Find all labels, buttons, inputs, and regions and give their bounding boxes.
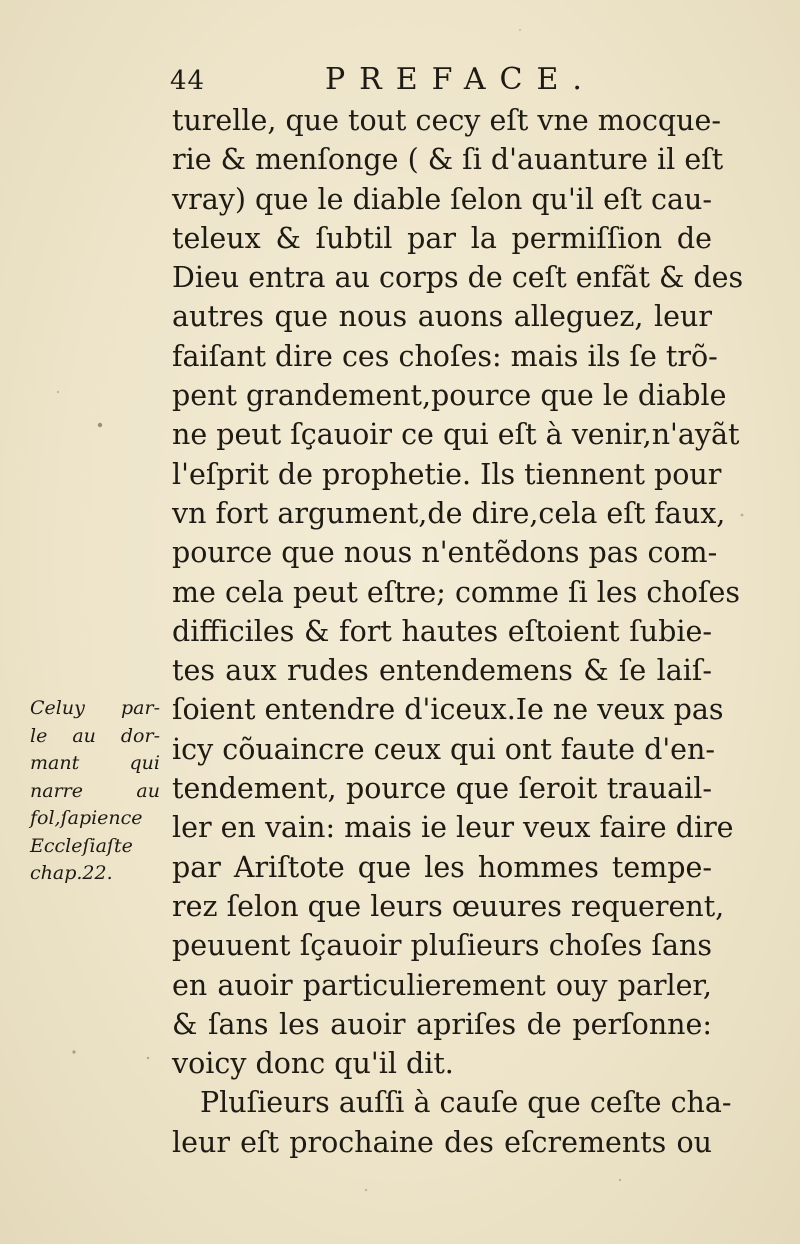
text-line: autres que nous auons alleguez, leur [172, 300, 712, 334]
margin-note-line: chap.22. [30, 862, 113, 884]
text-line: faiſant dire ces choſes: mais ils ſe trõ- [172, 339, 718, 373]
text-line: & ſans les auoir apriſes de perſonne: [172, 1007, 712, 1041]
margin-note-line: le au dor- [30, 724, 160, 747]
text-line: Dieu entra au corps de ceſt enfãt & des [172, 261, 744, 295]
text-line: tendement, pource que ſeroit trauail- [172, 772, 712, 806]
text-line: vn fort argument,de dire,cela eſt faux, [172, 496, 726, 530]
page-header [170, 60, 596, 100]
margin-note-line: fol,ſapience [30, 807, 143, 829]
text-line: tes aux rudes entendemens & ſe laiſ- [172, 654, 712, 688]
text-line: vray) que le diable ſelon qu'il eſt cau- [172, 182, 712, 216]
text-line: par Ariſtote que les hommes tempe- [172, 850, 712, 884]
text-line: en auoir particulierement ouy parler, [172, 968, 712, 1002]
text-line: difficiles & fort hautes eſtoient ſubie- [172, 614, 712, 648]
margin-note [30, 695, 160, 888]
text-line: ler en vain: mais ie leur veux faire dire [172, 811, 734, 845]
text-line: Pluſieurs auſſi à cauſe que ceſte cha- [200, 1086, 732, 1120]
text-line: l'eſprit de prophetie. Ils tiennent pour [172, 457, 722, 491]
text-line: teleux & ſubtil par la permiſſion de [172, 221, 712, 255]
text-line: icy cõuaincre ceux qui ont faute d'en- [172, 732, 716, 766]
text-line: turelle, que tout cecy eſt vne mocque- [172, 104, 722, 137]
margin-note-line: Eccleſiaſte [30, 834, 133, 857]
running-title: PREFACE. [325, 62, 596, 97]
page-number: 44 [170, 66, 206, 96]
text-line: ne peut ſçauoir ce qui eſt à venir,n'ayãt [172, 418, 740, 452]
text-line: peuuent ſçauoir pluſieurs choſes ſans [172, 929, 712, 963]
margin-note-line: mant qui [30, 752, 160, 774]
body-text [160, 101, 744, 1162]
text-line: pource que nous n'entẽdons pas com- [172, 536, 718, 570]
text-line: rie & menſonge ( & ſi d'auanture il eſt [172, 143, 724, 177]
text-line: me cela peut eſtre; comme ſi les choſes [172, 575, 740, 609]
text-line: ſoient entendre d'iceux.Ie ne veux pas [172, 693, 724, 727]
text-line: pent grandement,pource que le diable [172, 379, 727, 413]
text-line: voicy donc qu'il dit. [172, 1047, 454, 1081]
text-line: rez ſelon que leurs œuures requerent, [172, 889, 725, 923]
margin-note-line: narre au [30, 779, 160, 802]
margin-note-line: Celuy par- [30, 697, 160, 719]
text-line: leur eſt prochaine des eſcrements ou [172, 1125, 712, 1159]
